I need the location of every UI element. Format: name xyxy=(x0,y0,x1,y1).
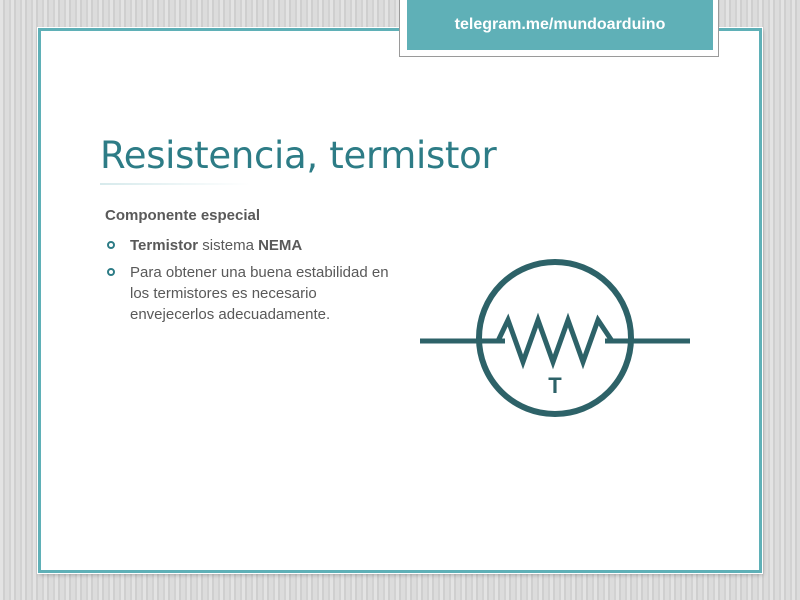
bullet-term: Termistor xyxy=(130,237,199,254)
bullet-text: sistema xyxy=(198,237,259,254)
telegram-link[interactable]: telegram.me/mundoarduino xyxy=(407,0,713,50)
resistor-zigzag xyxy=(498,320,612,362)
subtitle: Componente especial xyxy=(105,207,261,224)
slide-title: Resistencia, termistor xyxy=(100,134,497,177)
bullet-term-nema: NEMA xyxy=(258,237,303,254)
symbol-label: T xyxy=(548,373,562,398)
bullet-text: Para obtener una buena estabilidad en los termistores es necesario envejecerlos adecuadamente. xyxy=(130,264,389,323)
